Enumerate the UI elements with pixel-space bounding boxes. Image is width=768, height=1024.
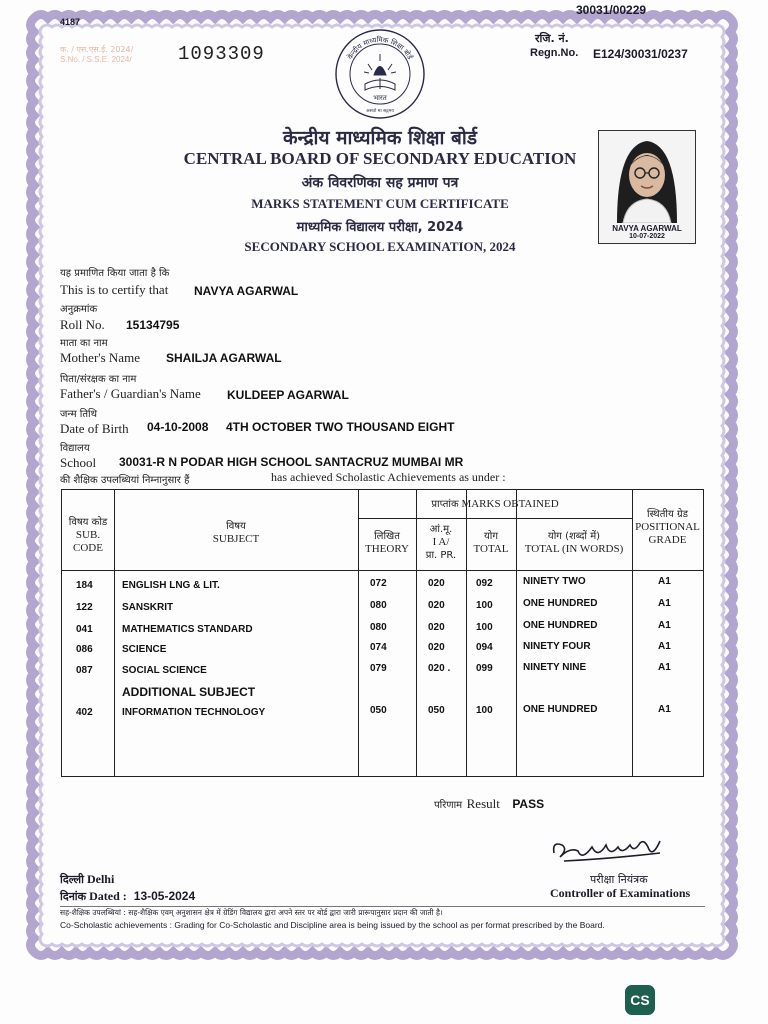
controller-hindi: परीक्षा नियंत्रक <box>590 873 648 886</box>
controller-title: Controller of Examinations <box>550 886 691 900</box>
father-name: KULDEEP AGARWAL <box>227 388 349 402</box>
logo-arc-text: केन्द्रीय माध्यमिक शिक्षा बोर्ड <box>346 35 414 61</box>
result-label: Result <box>466 796 500 811</box>
th-subject: विषय SUBJECT <box>212 521 260 545</box>
student-portrait-icon <box>599 131 695 223</box>
th-marks-obtained: प्राप्तांक MARKS OBTAINED <box>431 498 559 510</box>
student-photo <box>598 130 696 244</box>
certify-label: This is to certify that <box>60 282 169 297</box>
roll-number: 15134795 <box>126 318 180 332</box>
student-name: NAVYA AGARWAL <box>194 284 299 298</box>
th-total: योग TOTAL <box>473 531 509 555</box>
cbse-logo <box>334 28 426 120</box>
school-label: School <box>60 455 97 470</box>
school-name: 30031-R N PODAR HIGH SCHOOL SANTACRUZ MUMBAI MR <box>119 455 464 469</box>
dob-hindi: जन्म तिथि <box>60 409 98 420</box>
logo-bharat: भारत <box>373 94 387 102</box>
regn-number: E124/30031/0237 <box>593 47 688 61</box>
regn-label-hindi: रजि. नं. <box>535 32 569 45</box>
photo-name: NAVYA AGARWAL <box>612 224 682 233</box>
certificate-number: 1093309 <box>178 43 265 65</box>
marks-table: विषय कोड SUB. CODE विषय SUBJECT प्राप्तांक MARKS OBTAINED लिखित THEORY आं.मू. I A/ प्रा. PR. योग TOTAL योग (शब्दों में) TOTAL (IN WORDS) स्थितीय ग्रेड POSITIONAL GRADE 184 ENGLISH LNG & LIT. 072 020 092 NINETY TWO A1 122 SANSKRIT 080 020 100 ONE HUNDRED A1 041 MATHEMATICS STANDARD 080 020 100 ONE HUNDRED A1 086 SCIENCE 074 020 094 NINETY FOUR A1 087 SOCIAL SCIENCE 079 020 . 099 NINETY NINE A1 ADDITIONAL SUBJECT 402 INFORMATION TECHNOLOGY 050 050 100 ONE HUNDRED A1 <box>61 489 704 777</box>
roll-label: Roll No. <box>60 317 105 332</box>
result-line <box>434 795 544 813</box>
photo-date: 10-07-2022 <box>629 233 665 240</box>
mother-name: SHAILJA AGARWAL <box>166 351 282 365</box>
camscanner-badge: CS <box>625 985 655 1015</box>
doc-title-hindi: अंक विवरणिका सह प्रमाण पत्र <box>301 175 459 191</box>
note-english: Co-Scholastic achievements : Grading for Co-Scholastic and Discipline area is being issued by the school as per format prescribed by the Board. <box>60 920 605 930</box>
doc-title-english: MARKS STATEMENT CUM CERTIFICATE <box>251 196 509 211</box>
dated: दिनांक Dated : 13-05-2024 <box>60 889 196 903</box>
th-code: विषय कोड SUB. CODE <box>68 517 108 554</box>
th-grade: स्थितीय ग्रेड POSITIONAL GRADE <box>635 509 700 546</box>
issue-date: 13-05-2024 <box>133 889 196 903</box>
exam-title-hindi: माध्यमिक विद्यालय परीक्षा, 2024 <box>296 220 464 235</box>
corner-code: 4187 <box>60 17 81 27</box>
father-label: Father's / Guardian's Name <box>60 386 201 401</box>
father-hindi: पिता/संरक्षक का नाम <box>60 374 137 385</box>
note-hindi: सह-शैक्षिक उपलब्धियां : सह-शैक्षिक एवम् अनुशासन क्षेत्र में ग्रेडिंग विद्यालय द्वारा अपने स्तर पर बोर्ड द्वारा जारी प्रारूपानुसार प्रदान की जाती है। <box>60 908 443 917</box>
place: दिल्ली Delhi <box>60 872 115 886</box>
additional-subject-heading: ADDITIONAL SUBJECT <box>122 685 256 699</box>
board-title-english: CENTRAL BOARD OF SECONDARY EDUCATION <box>183 149 577 168</box>
dob-value: 04-10-2008 <box>147 420 209 434</box>
exam-title-english: SECONDARY SCHOOL EXAMINATION, 2024 <box>244 239 516 254</box>
th-theory: लिखित THEORY <box>365 531 409 555</box>
lamp-book-icon <box>364 54 396 90</box>
result-label-hindi: परिणाम <box>434 800 463 811</box>
mother-label: Mother's Name <box>60 350 140 365</box>
dob-label: Date of Birth <box>60 421 129 436</box>
logo-motto: असतो मा सद्गमय <box>366 109 394 114</box>
top-serial: 30031/00229 <box>576 3 647 17</box>
roll-hindi: अनुक्रमांक <box>60 304 98 315</box>
board-title-hindi: केन्द्रीय माध्यमिक शिक्षा बोर्ड <box>283 127 477 149</box>
mother-hindi: माता का नाम <box>60 338 108 349</box>
achieved-label: has achieved Scholastic Achievements as under : <box>271 470 506 484</box>
certify-hindi: यह प्रमाणित किया जाता है कि <box>60 268 170 279</box>
faded-stamp-line1: क. / एस.एस.ई. 2024/ <box>60 45 134 54</box>
achieved-hindi: की शैक्षिक उपलब्धियां निम्नानुसार हैं <box>60 475 190 486</box>
faded-stamp-line2: S.No. / S.S.E. 2024/ <box>60 55 132 64</box>
regn-label: Regn.No. <box>530 47 579 59</box>
th-ia-pr: आं.मू. I A/ प्रा. PR. <box>425 524 457 561</box>
th-total-words: योग (शब्दों में) TOTAL (IN WORDS) <box>524 531 624 555</box>
dob-words: 4TH OCTOBER TWO THOUSAND EIGHT <box>226 420 455 434</box>
controller-signature <box>548 833 678 871</box>
school-hindi: विद्यालय <box>60 443 90 454</box>
result-value: PASS <box>512 797 545 811</box>
